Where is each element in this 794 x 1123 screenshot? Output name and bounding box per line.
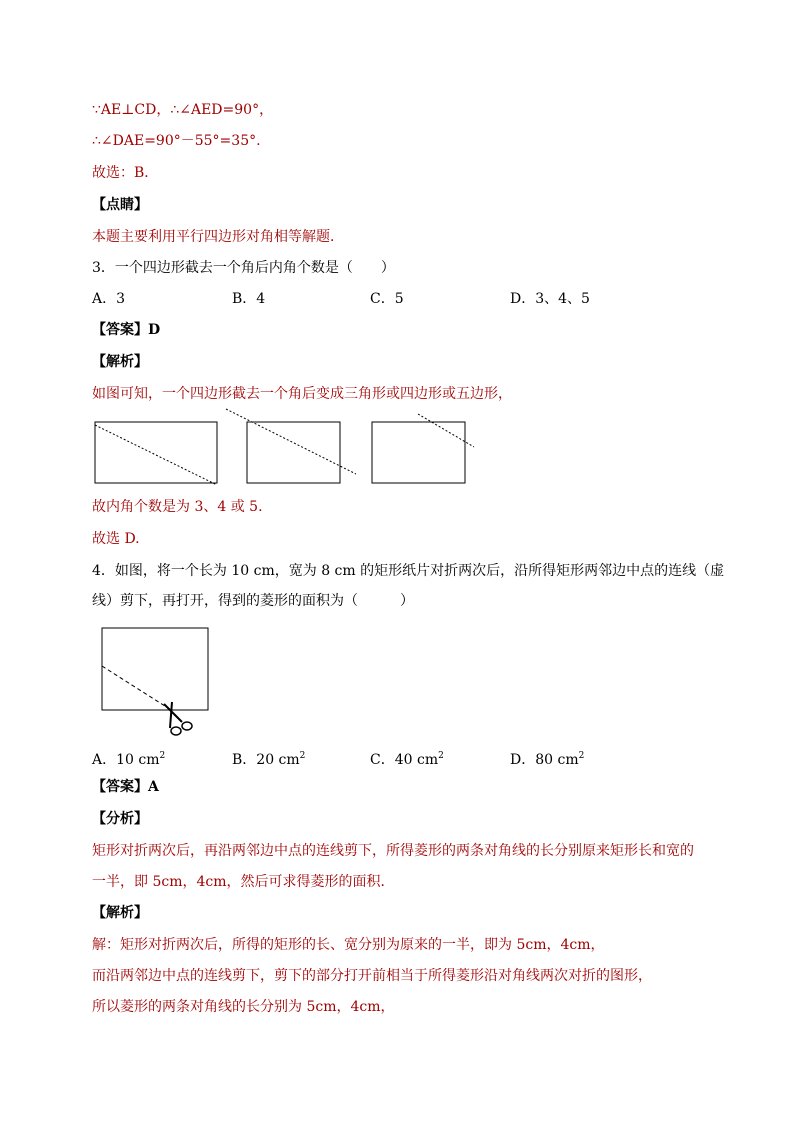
q4-option-a: A．10 $cm^2$ [92,751,166,768]
q3-option-a: A．3 [92,291,126,307]
q3-option-b: B．4 [232,291,266,307]
solution-line-1: ∵AE⊥CD，∴∠AED=90°， [92,102,274,118]
q4-dashed-cut-line [102,666,168,708]
dianjing-text: 本题主要利用平行四边形对角相等解题． [92,229,344,245]
solution-choice: 故选：B． [92,165,159,181]
q4-option-c: C．40 $cm^2$ [370,751,444,768]
q4-jiexi-header: 【解析】 [92,905,148,921]
q4-stem-line-1: 4．如图，将一个长为 10 cm，宽为 8 cm 的矩形纸片对折两次后，沿所得矩形两邻边中点的连线（虚 [92,563,725,579]
q3-option-d: D．3、4、5 [510,291,590,307]
q4-jiexi-line-1: 解：矩形对折两次后，所得的矩形的长、宽分别为原来的一半，即为 5cm，4cm， [92,937,605,953]
q4-fenxi-line-2: 一半，即 5cm，4cm，然后可求得菱形的面积． [92,874,395,890]
q3-answer: 【答案】D [92,322,161,338]
dianjing-header: 【点睛】 [92,197,148,213]
q4-fenxi-header: 【分析】 [92,811,148,827]
q4-answer: 【答案】A [92,779,159,795]
q4-jiexi-line-3: 所以菱形的两条对角线的长分别为 5cm，4cm， [92,999,395,1015]
q3-analysis-text: 如图可知，一个四边形截去一个角后变成三角形或四边形或五边形， [92,386,512,402]
q3-choice: 故选 D. [92,531,140,547]
q4-stem-line-2: 线）剪下，再打开，得到的菱形的面积为（ ） [92,593,414,609]
q4-rectangle [102,628,208,710]
q4-option-d: D．80 $cm^2$ [510,751,585,768]
q3-stem: 3．一个四边形截去一个角后内角个数是（ ） [92,260,395,276]
q4-jiexi-line-2: 而沿两邻边中点的连线剪下，剪下的部分打开前相当于所得菱形沿对角线两次对折的图形， [92,968,652,984]
q3-conclusion: 故内角个数是为 3、4 或 5. [92,499,263,515]
solution-line-2: ∴∠DAE=90°－55°=35°. [92,133,261,149]
q4-fenxi-line-1: 矩形对折两次后，再沿两邻边中点的连线剪下，所得菱形的两条对角线的长分别原来矩形长和宽的 [92,843,694,859]
q3-option-c: C．5 [370,291,404,307]
scissors-icon [164,702,192,735]
q3-analysis-header: 【解析】 [92,354,148,370]
q4-option-b: B．20 $cm^2$ [232,751,306,768]
